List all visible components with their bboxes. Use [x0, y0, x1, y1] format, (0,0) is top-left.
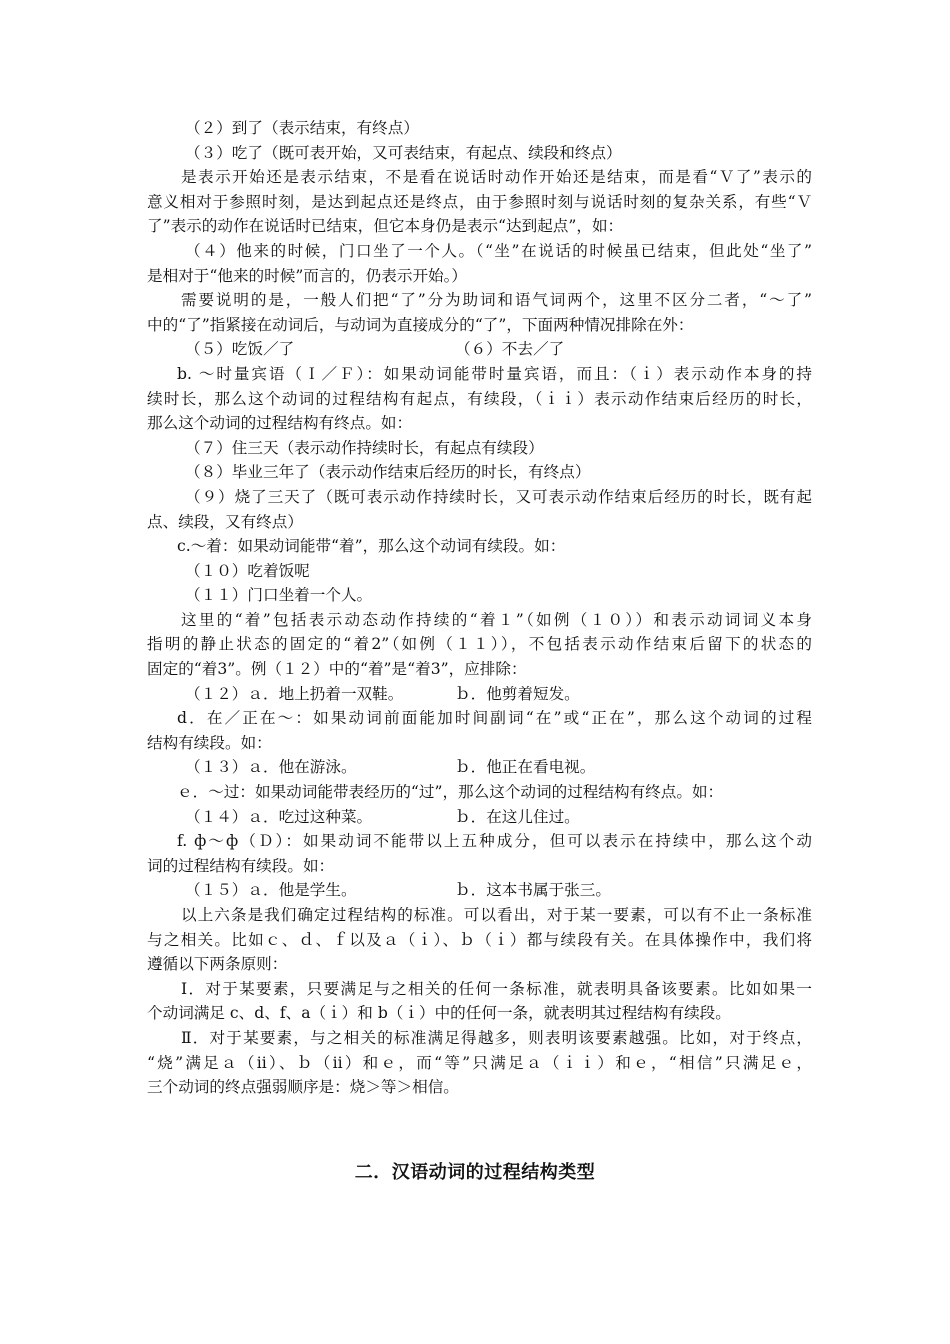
text-line: 结构有续段。如：: [147, 733, 272, 752]
text-line: 固定的“着3”。例（１２）中的“着”是“着3”，应排除：: [147, 660, 527, 679]
example-item: （１４）ａ．吃过这种菜。: [185, 807, 373, 826]
text-line: （８）毕业三年了（表示动作结束后经历的时长，有终点）: [185, 463, 591, 482]
example-item: ｂ．他剪着短发。: [455, 684, 580, 703]
text-line: 指明的静止状态的固定的“着2”（如例（１１）），不包括表示动作结束后留下的状态的: [147, 635, 812, 654]
text-line: 了”表示的动作在说话时已结束，但它本身仍是表示“达到起点”，如：: [147, 217, 624, 236]
example-item: ｂ．这本书属于张三。: [455, 881, 611, 900]
text-line: 中的“了”指紧接在动词后，与动词为直接成分的“了”，下面两种情况排除在外：: [147, 315, 694, 334]
text-line: ｅ．～过：如果动词能带表经历的“过”，那么这个动词的过程结构有终点。如：: [177, 783, 724, 802]
text-line: （９）烧了三天了（既可表示动作持续时长，又可表示动作结束后经历的时长，既有起: [185, 487, 812, 506]
text-line: c.～着：如果动词能带“着”，那么这个动词有续段。如：: [177, 537, 566, 556]
text-line: [147, 337, 812, 362]
text-line: [147, 805, 812, 830]
text-line: 是相对于“他来的时候”而言的，仍表示开始。）: [147, 266, 468, 285]
section-heading: 二．汉语动词的过程结构类型: [354, 1162, 596, 1183]
text-line: f. ф～ф（Ｄ）：如果动词不能带以上五种成分，但可以表示在持续中，那么这个动: [177, 832, 812, 851]
text-line: 那么这个动词的过程结构有终点。如：: [147, 414, 413, 433]
text-line: 意义相对于参照时刻，是达到起点还是终点，由于参照时刻与说话时刻的复杂关系，有些“Ｖ: [147, 192, 812, 211]
text-line: 点、续段，又有终点）: [147, 512, 303, 531]
text-line: 这里的“着”包括表示动态动作持续的“着１”（如例（１０））和表示动词词义本身: [181, 610, 812, 629]
text-line: 是表示开始还是表示结束，不是看在说话时动作开始还是结束，而是看“Ｖ了”表示的: [181, 168, 812, 187]
example-item: （６）不去／了: [455, 340, 565, 359]
text-line: 个动词满足 c、d、f、a（ｉ）和 b（ｉ）中的任何一条，就表明其过程结构有续段。: [147, 1004, 731, 1023]
example-item: （１３）ａ．他在游泳。: [185, 758, 357, 777]
text-line: Ⅰ．对于某要素，只要满足与之相关的任何一条标准，就表明具备该要素。比如如果一: [181, 979, 812, 998]
text-line: 遵循以下两条原则：: [147, 955, 288, 974]
body-text: [147, 116, 812, 1100]
example-item: （５）吃饭／了: [185, 340, 295, 359]
text-line: 需要说明的是，一般人们把“了”分为助词和语气词两个，这里不区分二者，“～了”: [181, 291, 812, 310]
example-item: ｂ．他正在看电视。: [455, 758, 596, 777]
example-item: （１５）ａ．他是学生。: [185, 881, 357, 900]
example-item: （１２）ａ．地上扔着一双鞋。: [185, 684, 404, 703]
text-line: d．在／正在～：如果动词前面能加时间副词“在”或“正在”，那么这个动词的过程: [177, 709, 812, 728]
text-line: 与之相关。比如ｃ、ｄ、ｆ以及ａ（ｉ）、ｂ（ｉ）都与续段有关。在具体操作中，我们将: [147, 930, 812, 949]
text-line: 三个动词的终点强弱顺序是：烧＞等＞相信。: [147, 1078, 459, 1097]
text-line: （２）到了（表示结束，有终点）: [185, 119, 419, 137]
text-line: 续时长，那么这个动词的过程结构有起点，有续段，（ｉｉ）表示动作结束后经历的时长，: [147, 389, 812, 408]
text-line: Ⅱ．对于某要素，与之相关的标准满足得越多，则表明该要素越强。比如，对于终点，: [181, 1028, 812, 1047]
text-line: [147, 682, 812, 707]
text-line: [147, 878, 812, 903]
text-line: b. ～时量宾语（Ｉ／Ｆ）：如果动词能带时量宾语，而且：（ｉ）表示动作本身的持: [177, 364, 812, 383]
text-line: （４）他来的时候，门口坐了一个人。（“坐”在说话的时候虽已结束，但此处“坐了”: [185, 241, 812, 260]
text-line: 词的过程结构有续段。如：: [147, 856, 335, 875]
text-line: （３）吃了（既可表开始，又可表结束，有起点、续段和终点）: [185, 143, 622, 162]
text-line: （１０）吃着饭呢: [185, 561, 310, 580]
text-line: “烧”满足ａ（ii）、ｂ（ii）和ｅ，而“等”只满足ａ（ｉｉ）和ｅ，“相信”只满足ｅ，: [147, 1053, 812, 1072]
text-line: 以上六条是我们确定过程结构的标准。可以看出，对于某一要素，可以有不止一条标准: [181, 906, 812, 924]
example-item: ｂ．在这儿住过。: [455, 807, 580, 826]
text-line: [147, 755, 812, 780]
text-line: （７）住三天（表示动作持续时长，有起点有续段）: [185, 438, 544, 457]
text-line: （１１）门口坐着一个人。: [185, 586, 373, 605]
